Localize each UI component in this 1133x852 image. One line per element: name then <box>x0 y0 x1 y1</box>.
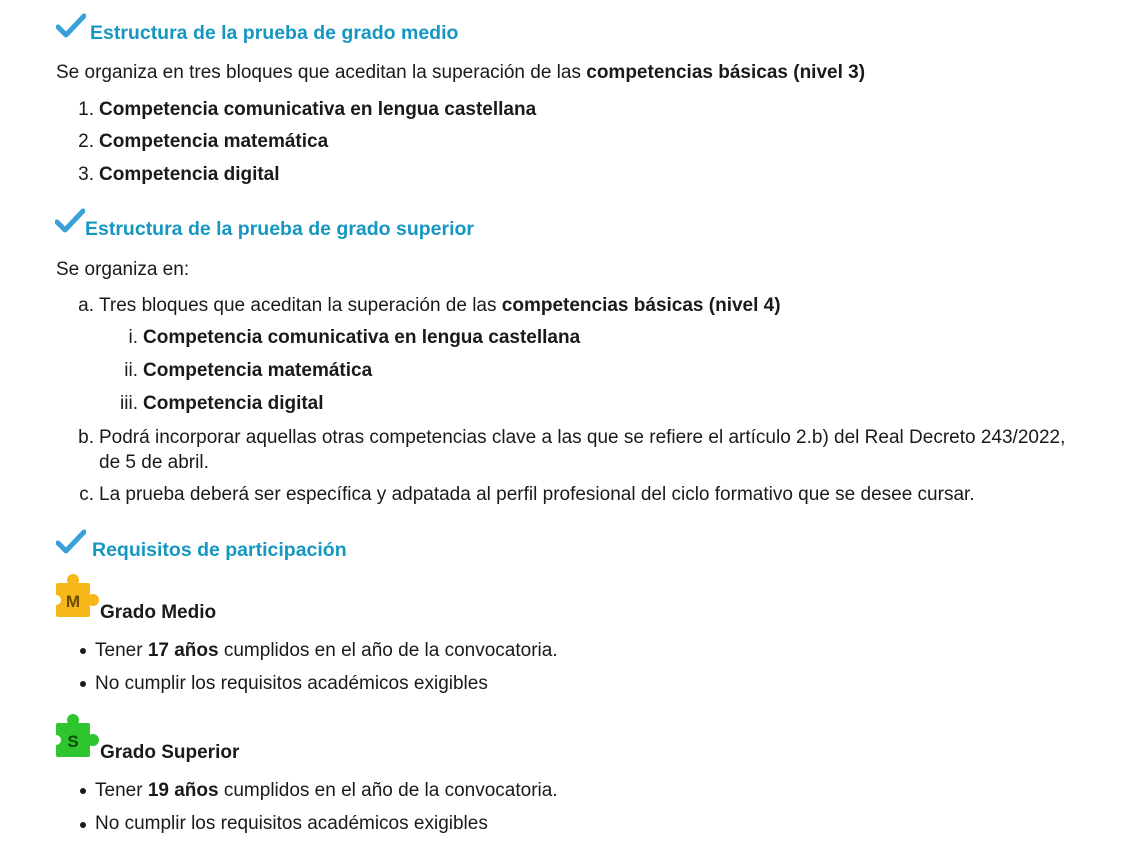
checkmark-icon <box>55 208 85 234</box>
list-marker: 3. <box>78 164 94 185</box>
list-marker: b. <box>78 427 94 448</box>
bullet-text: Tener <box>95 780 148 801</box>
sublist-item: Competencia matemática <box>143 360 373 381</box>
group-title-medio: Grado Medio <box>100 602 217 623</box>
bullet-dot <box>80 788 86 794</box>
puzzle-letter: S <box>67 732 79 751</box>
list-item: La prueba deberá ser específica y adpatada al perfil profesional del ciclo formativo que se desee cursar. <box>99 484 975 505</box>
sublist-item: Competencia digital <box>143 393 324 414</box>
puzzle-piece-icon <box>54 573 100 619</box>
bullet-bold: 17 años <box>147 640 219 661</box>
list-item <box>95 813 488 835</box>
intro-medio <box>56 62 865 84</box>
list-item: Competencia comunicativa en lengua castellana <box>99 99 537 120</box>
checkmark-icon <box>56 529 86 555</box>
group-title-superior: Grado Superior <box>100 742 240 763</box>
bullet-text: No cumplir los requisitos académicos exigibles <box>95 813 488 834</box>
intro-medio-text: Se organiza en tres bloques que aceditan la superación de las <box>56 62 587 83</box>
intro-medio-bold: competencias básicas (nivel 3) <box>586 62 866 83</box>
list-item-bold: competencias básicas (nivel 4) <box>501 295 781 316</box>
bullet-dot <box>80 648 86 654</box>
list-item <box>95 780 558 802</box>
bullet-dot <box>80 822 86 828</box>
sublist-marker: ii. <box>124 360 138 381</box>
list-item: Podrá incorporar aquellas otras competencias clave a las que se refiere el artículo 2.b) del Real Decreto 243/2022, <box>99 427 1066 448</box>
list-marker: 2. <box>78 131 94 152</box>
bullet-text: cumplidos en el año de la convocatoria. <box>218 780 558 801</box>
list-item: Competencia digital <box>99 164 280 185</box>
sublist-item: Competencia comunicativa en lengua castellana <box>143 327 581 348</box>
puzzle-letter: M <box>65 592 81 611</box>
list-item: Competencia matemática <box>99 131 329 152</box>
checkmark-icon <box>56 13 86 39</box>
list-item <box>99 295 781 317</box>
bullet-dot <box>80 681 86 687</box>
list-item <box>95 673 488 695</box>
bullet-text: Tener <box>95 640 148 661</box>
list-item <box>95 640 558 662</box>
section-heading-requisitos: Requisitos de participación <box>92 539 347 561</box>
bullet-text: No cumplir los requisitos académicos exigibles <box>95 673 488 694</box>
sublist-marker: i. <box>128 327 138 348</box>
section-heading-medio: Estructura de la prueba de grado medio <box>90 22 459 44</box>
list-marker: 1. <box>78 99 94 120</box>
bullet-bold: 19 años <box>147 780 219 801</box>
bullet-text: cumplidos en el año de la convocatoria. <box>218 640 558 661</box>
list-item-text: Tres bloques que aceditan la superación de las <box>99 295 502 316</box>
section-heading-superior: Estructura de la prueba de grado superior <box>85 218 475 240</box>
sublist-marker: iii. <box>120 393 138 414</box>
list-item-continuation: de 5 de abril. <box>99 452 209 473</box>
list-marker: c. <box>79 484 94 505</box>
list-marker: a. <box>78 295 94 316</box>
puzzle-piece-icon <box>54 713 100 759</box>
intro-superior: Se organiza en: <box>56 259 190 280</box>
